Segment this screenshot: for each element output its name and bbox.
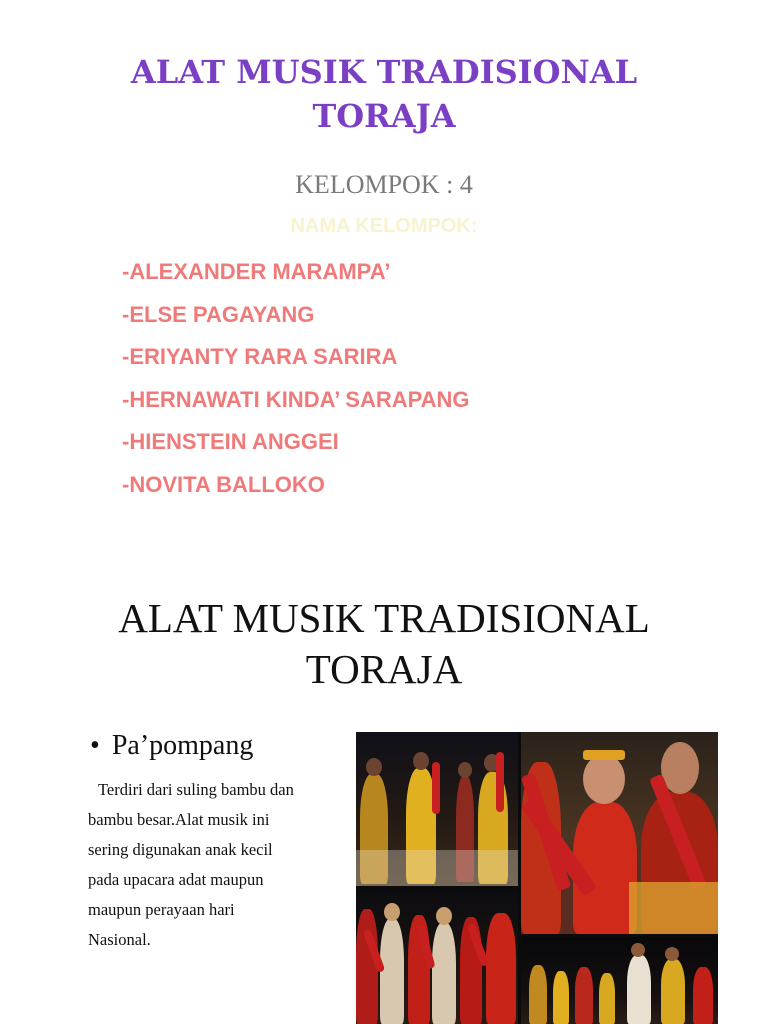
member-item: -HERNAWATI KINDA’ SARAPANG xyxy=(122,386,470,412)
group-names-label: NAMA KELOMPOK: xyxy=(290,215,478,237)
bullet-label: Pa’pompang xyxy=(111,730,254,761)
description-line: Terdiri dari suling bambu dan xyxy=(98,780,294,799)
group-number: KELOMPOK : 4 xyxy=(295,170,473,199)
slide1-title-line2: TORAJA xyxy=(312,97,456,135)
description-line: sering digunakan anak kecil xyxy=(88,840,273,859)
performers-photo-icon xyxy=(356,732,518,886)
night-performance-photo-icon xyxy=(521,937,718,1024)
member-item: -NOVITA BALLOKO xyxy=(122,471,325,497)
member-list xyxy=(122,254,470,509)
slide2-title xyxy=(40,593,728,695)
group-performance-photo-icon xyxy=(356,889,518,1024)
description-line: pada upacara adat maupun xyxy=(88,870,264,889)
member-item: -HIENSTEIN ANGGEI xyxy=(122,429,339,454)
description-line: maupun perayaan hari xyxy=(88,900,235,919)
slide2-title-line1: ALAT MUSIK TRADISIONAL xyxy=(118,595,650,641)
slide-papompang xyxy=(0,575,768,1024)
description-line: Nasional. xyxy=(88,930,151,949)
slide1-title xyxy=(60,50,708,138)
bullet-papompang xyxy=(90,730,253,762)
slide2-title-line2: TORAJA xyxy=(305,646,463,692)
slide1-title-line1: ALAT MUSIK TRADISIONAL xyxy=(130,53,638,91)
member-item: -ELSE PAGAYANG xyxy=(122,301,315,327)
description-line: bambu besar.Alat musik ini xyxy=(88,810,270,829)
description xyxy=(88,775,358,955)
member-item: -ALEXANDER MARAMPA’ xyxy=(122,259,391,284)
bullet-dot: • xyxy=(90,730,100,761)
photo-collage xyxy=(356,732,718,1024)
member-item: -ERIYANTY RARA SARIRA xyxy=(122,344,398,369)
flute-players-closeup-photo-icon xyxy=(521,732,718,934)
